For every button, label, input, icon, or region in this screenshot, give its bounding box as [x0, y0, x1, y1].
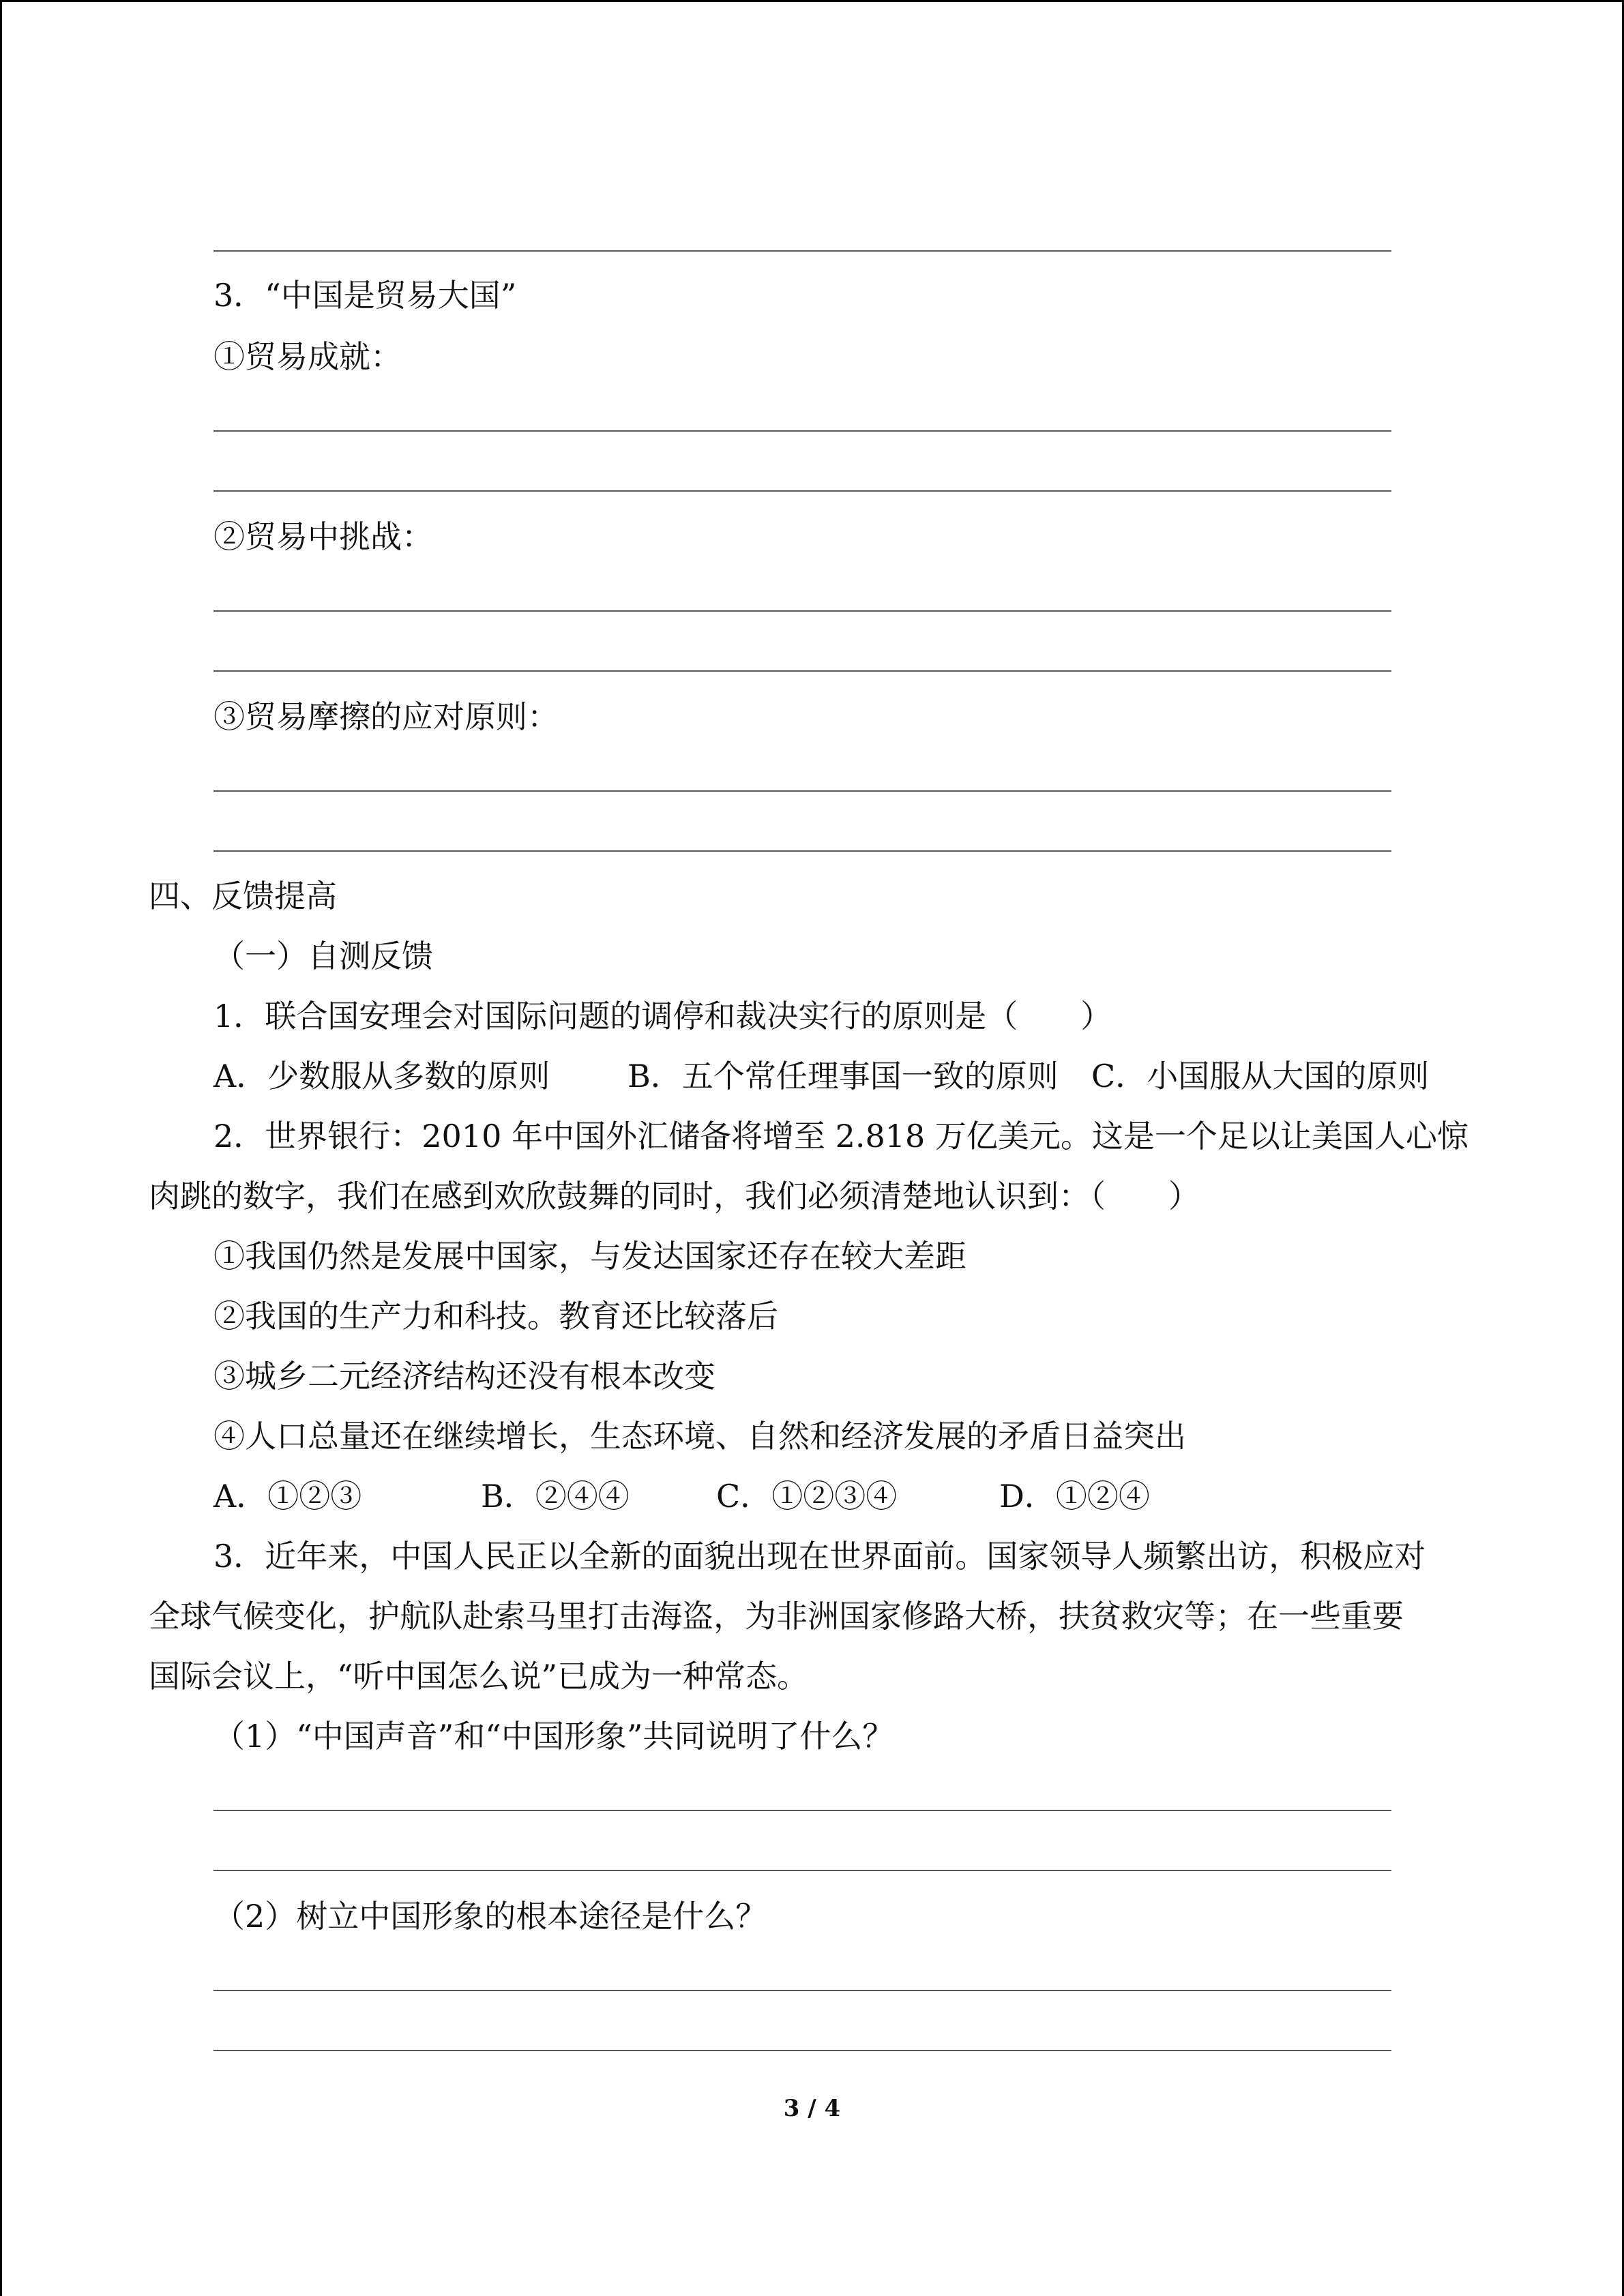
page-border-left [0, 0, 2, 2296]
question-stem: 2．世界银行：2010 年中国外汇储备将增至 2.818 万亿美元。这是一个足以让美国人心惊 [213, 1118, 1468, 1154]
question-stem-continued: 全球气候变化，护航队赴索马里打击海盗，为非洲国家修路大桥，扶贫救灾等；在一些重要 [149, 1598, 1404, 1635]
question-stem: 3．近年来，中国人民正以全新的面貌出现在世界面前。国家领导人频繁出访，积极应对 [213, 1538, 1426, 1575]
sub-item: ①贸易成就： [213, 338, 402, 375]
question-stem-continued: 肉跳的数字，我们在感到欢欣鼓舞的同时，我们必须清楚地认识到：（ ） [149, 1178, 1200, 1214]
answer-line[interactable] [213, 2050, 1391, 2051]
statement: ①我国仍然是发展中国家，与发达国家还存在较大差距 [213, 1238, 966, 1274]
statement: ②我国的生产力和科技。教育还比较落后 [213, 1298, 778, 1335]
answer-line[interactable] [213, 610, 1391, 612]
answer-line[interactable] [213, 1990, 1391, 1991]
statement: ③城乡二元经济结构还没有根本改变 [213, 1358, 715, 1395]
option-c: C．①②③④ [716, 1478, 898, 1515]
answer-line[interactable] [213, 250, 1391, 252]
statement: ④人口总量还在继续增长，生态环境、自然和经济发展的矛盾日益突出 [213, 1418, 1186, 1455]
question-stem: 1．联合国安理会对国际问题的调停和裁决实行的原则是（ ） [213, 998, 1112, 1034]
subsection-heading: （一）自测反馈 [213, 938, 433, 974]
option-c: C．小国服从大国的原则 [1091, 1058, 1430, 1094]
option-d: D．①②④ [999, 1478, 1150, 1515]
option-b: B．五个常任理事国一致的原则 [628, 1058, 1059, 1094]
sub-question: （1）“中国声音”和“中国形象”共同说明了什么？ [213, 1718, 894, 1755]
page-border-top [0, 0, 1624, 2]
sub-item: ②贸易中挑战： [213, 518, 433, 555]
answer-line[interactable] [213, 490, 1391, 492]
option-a: A．少数服从多数的原则 [213, 1058, 550, 1094]
answer-line[interactable] [213, 670, 1391, 672]
section-heading: 四、反馈提高 [149, 878, 337, 914]
option-b: B．②④④ [481, 1478, 630, 1515]
answer-line[interactable] [213, 1810, 1391, 1811]
item-heading: 3．“中国是贸易大国” [213, 277, 517, 314]
answer-line[interactable] [213, 1870, 1391, 1871]
answer-line[interactable] [213, 850, 1391, 852]
answer-line[interactable] [213, 430, 1391, 432]
sub-question: （2）树立中国形象的根本途径是什么？ [213, 1898, 767, 1935]
sub-item: ③贸易摩擦的应对原则： [213, 698, 559, 735]
option-a: A．①②③ [213, 1478, 362, 1515]
answer-line[interactable] [213, 790, 1391, 792]
page-number: 3 / 4 [783, 2095, 841, 2122]
question-stem-continued: 国际会议上，“听中国怎么说”已成为一种常态。 [149, 1658, 809, 1695]
